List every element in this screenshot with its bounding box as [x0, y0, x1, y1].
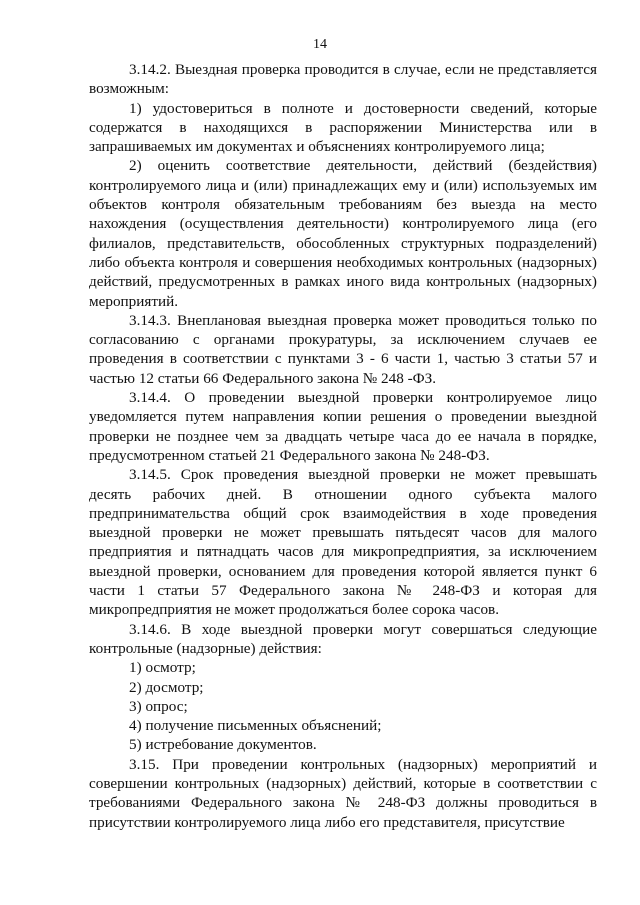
- paragraph-3-14-6: 3.14.6. В ходе выездной проверки могут совершаться следующие контрольные (надзорные) действия:: [89, 620, 597, 657]
- list-item-2: 2) оценить соответствие деятельности, действий (бездействия) контролируемого лица и (или) принадлежащих ему и (или) используемых им объектов контроля обязательным требованиям без выезда на место нахождения (осуществления деятельности) контролируемого лица (его филиалов, представительств, обособленных структурных подразделений) либо объекта контроля и совершения необходимых контрольных (надзорных) действий, предусмотренных в рамках иного вида контрольных (надзорных) мероприятий.: [89, 157, 597, 310]
- document-body: [89, 60, 597, 832]
- action-item-interview: 3) опрос;: [129, 697, 188, 715]
- paragraph-3-14-5: 3.14.5. Срок проведения выездной проверки не может превышать десять рабочих дней. В отношении одного субъекта малого предпринимательства общий срок взаимодействия в ходе проведения выездной проверки не может превышать пятьдесят часов для малого предприятия и пятнадцать часов для микропредприятия, за исключением выездной проверки, основанием для проведения которой является пункт 6 части 1 статьи 57 Федерального закона № 248-ФЗ и которая для микропредприятия не может продолжаться более сорока часов.: [89, 466, 597, 619]
- list-item-1: 1) удостовериться в полноте и достоверности сведений, которые содержатся в находящихся в распоряжении Министерства или в запрашиваемых им документах и объяснениях контролируемого лица;: [89, 99, 597, 156]
- paragraph-3-14-3: 3.14.3. Внеплановая выездная проверка может проводиться только по согласованию с органами прокуратуры, за исключением случаев ее проведения в соответствии с пунктами 3 - 6 части 1, частью 3 статьи 57 и частью 12 статьи 66 Федерального закона № 248 -ФЗ.: [89, 311, 597, 387]
- paragraph-3-14-2: 3.14.2. Выездная проверка проводится в случае, если не представляется возможным:: [89, 61, 597, 98]
- action-item-written-explanations: 4) получение письменных объяснений;: [129, 717, 382, 735]
- action-item-inspection: 1) осмотр;: [129, 659, 196, 677]
- action-item-search: 2) досмотр;: [129, 678, 204, 696]
- paragraph-3-14-4: 3.14.4. О проведении выездной проверки контролируемое лицо уведомляется путем направления копии решения о проведении выездной проверки не позднее чем за двадцать четыре часа до ее начала в порядке, предусмотренном статьей 21 Федерального закона № 248-ФЗ.: [89, 389, 597, 464]
- page-number: 14: [313, 37, 327, 52]
- action-item-document-request: 5) истребование документов.: [129, 736, 317, 754]
- paragraph-3-15: 3.15. При проведении контрольных (надзорных) мероприятий и совершении контрольных (надзорных) действий, которые в соответствии с требованиями Федерального закона № 248-ФЗ должны проводиться в присутствии контролируемого лица либо его представителя, присутствие: [89, 755, 597, 831]
